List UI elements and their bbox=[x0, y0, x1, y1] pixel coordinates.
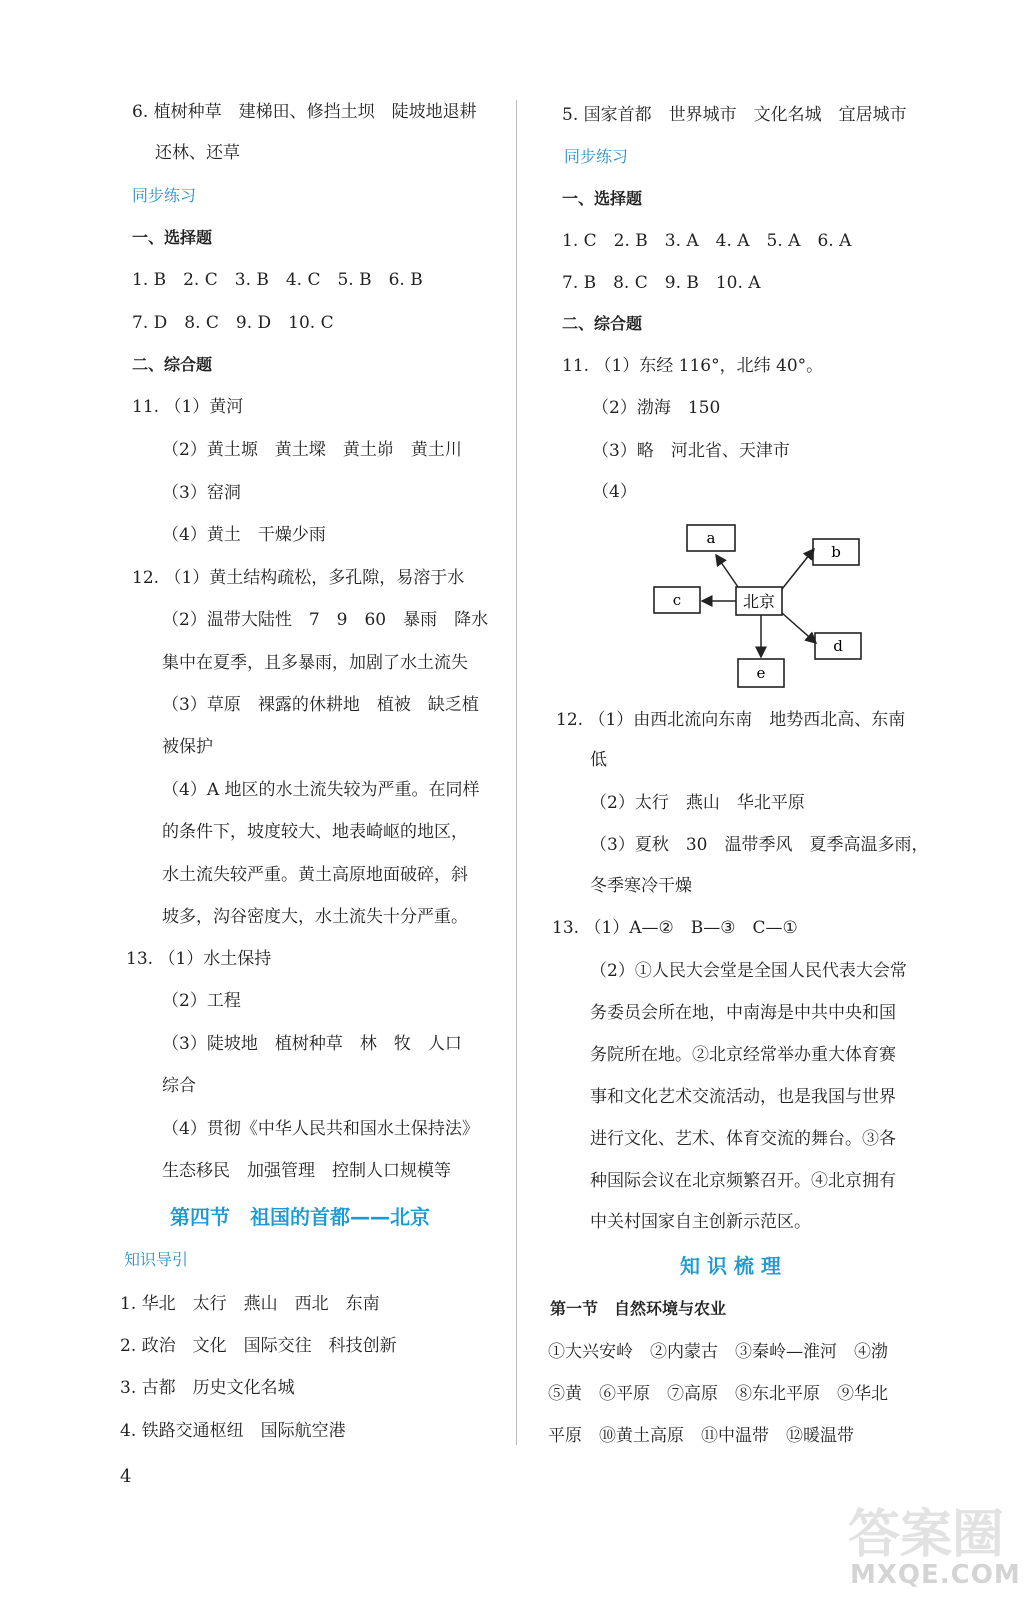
answer-line: 冬季寒冷干燥 bbox=[590, 876, 692, 896]
section-label-practice: 同步练习 bbox=[132, 186, 197, 205]
answer-line: 4. 铁路交通枢纽 国际航空港 bbox=[120, 1421, 346, 1441]
answer-line: （2）工程 bbox=[162, 991, 241, 1011]
answer-line: 集中在夏季，且多暴雨，加剧了水土流失 bbox=[162, 653, 468, 673]
answer-line: （4） bbox=[592, 482, 637, 502]
answer-line: ⑤黄 ⑥平原 ⑦高原 ⑧东北平原 ⑨华北 bbox=[548, 1384, 888, 1404]
answer-line: 务院所在地。②北京经常举办重大体育赛 bbox=[590, 1045, 896, 1065]
section-title: 第四节 祖国的首都——北京 bbox=[170, 1205, 430, 1229]
answer-line: 12. （1）由西北流向东南 地势西北高、东南 bbox=[556, 710, 906, 730]
answer-line: 11. （1）东经 116°，北纬 40°。 bbox=[562, 356, 824, 376]
arrow-to-d bbox=[782, 613, 816, 643]
answer-line: （4）贯彻《中华人民共和国水土保持法》 bbox=[162, 1119, 479, 1139]
node-a-label: a bbox=[706, 529, 716, 547]
answer-line: （3）草原 裸露的休耕地 植被 缺乏植 bbox=[162, 695, 479, 715]
answer-line: 平原 ⑩黄土高原 ⑪中温带 ⑫暖温带 bbox=[548, 1426, 854, 1446]
answer-line: （3）略 河北省、天津市 bbox=[592, 441, 790, 461]
answer-line: 6. 植树种草 建梯田、修挡土坝 陡坡地退耕 bbox=[132, 102, 477, 122]
answer-line: 坡多，沟谷密度大，水土流失十分严重。 bbox=[162, 907, 468, 927]
beijing-relation-diagram bbox=[640, 515, 880, 695]
watermark-logo: 答案圈 bbox=[848, 1505, 1005, 1565]
answer-line: （3）陡坡地 植树种草 林 牧 人口 bbox=[162, 1034, 462, 1054]
answer-line: 低 bbox=[590, 750, 607, 770]
answer-line: （2）①人民大会堂是全国人民代表大会常 bbox=[590, 961, 907, 981]
watermark-text: MXQE.COM bbox=[850, 1560, 1021, 1590]
node-c-label: c bbox=[672, 591, 682, 609]
node-b-label: b bbox=[831, 543, 841, 561]
answer-line: （2）渤海 150 bbox=[592, 398, 721, 418]
node-d-label: d bbox=[833, 637, 843, 655]
answer-line: 中关村国家自主创新示范区。 bbox=[590, 1212, 811, 1232]
heading-comprehensive: 二、综合题 bbox=[562, 314, 643, 333]
answer-line: 11. （1）黄河 bbox=[132, 397, 244, 417]
heading-comprehensive: 二、综合题 bbox=[132, 355, 213, 374]
answer-line: 生态移民 加强管理 控制人口规模等 bbox=[162, 1161, 451, 1181]
answer-line: （2）黄土塬 黄土墚 黄土峁 黄土川 bbox=[162, 440, 462, 460]
answer-line: （3）窑洞 bbox=[162, 483, 241, 503]
answer-line: 3. 古都 历史文化名城 bbox=[120, 1378, 295, 1398]
answer-line: 1. 华北 太行 燕山 西北 东南 bbox=[120, 1294, 380, 1314]
answer-line: 1. C 2. B 3. A 4. A 5. A 6. A bbox=[562, 231, 852, 251]
answer-line: 的条件下，坡度较大、地表崎岖的地区， bbox=[162, 822, 468, 842]
arrow-to-b bbox=[782, 549, 814, 589]
answer-line: 被保护 bbox=[162, 737, 213, 757]
answer-line: 综合 bbox=[162, 1076, 196, 1096]
page-number: 4 bbox=[120, 1466, 132, 1487]
answer-line: 水土流失较严重。黄土高原地面破碎，斜 bbox=[162, 865, 468, 885]
heading-choice: 一、选择题 bbox=[132, 228, 213, 247]
heading-choice: 一、选择题 bbox=[562, 189, 643, 208]
node-e-label: e bbox=[756, 664, 766, 682]
section-title: 知 识 梳 理 bbox=[680, 1254, 781, 1278]
answer-line: 还林、还草 bbox=[155, 143, 240, 163]
node-center-label: 北京 bbox=[742, 592, 776, 611]
answer-line: （2）温带大陆性 7 9 60 暴雨 降水 bbox=[162, 610, 489, 630]
answer-line: （4）黄土 干燥少雨 bbox=[162, 525, 326, 545]
answer-line: 种国际会议在北京频繁召开。④北京拥有 bbox=[590, 1171, 896, 1191]
answer-line: 1. B 2. C 3. B 4. C 5. B 6. B bbox=[132, 270, 423, 290]
answer-line: （2）太行 燕山 华北平原 bbox=[590, 793, 805, 813]
answer-line: 13. （1）A—② B—③ C—① bbox=[552, 918, 798, 938]
section-label-guide: 知识导引 bbox=[124, 1250, 189, 1269]
answer-line: 13. （1）水土保持 bbox=[126, 949, 272, 969]
arrow-to-a bbox=[716, 555, 738, 587]
answer-line: 事和文化艺术交流活动，也是我国与世界 bbox=[590, 1087, 896, 1107]
answer-line: 7. B 8. C 9. B 10. A bbox=[562, 273, 761, 293]
answer-line: 7. D 8. C 9. D 10. C bbox=[132, 313, 334, 333]
answer-line: 务委员会所在地，中南海是中共中央和国 bbox=[590, 1003, 896, 1023]
answer-line: 2. 政治 文化 国际交往 科技创新 bbox=[120, 1336, 397, 1356]
column-divider bbox=[516, 100, 517, 1445]
answer-line: 12. （1）黄土结构疏松，多孔隙，易溶于水 bbox=[132, 568, 465, 588]
subsection-title: 第一节 自然环境与农业 bbox=[550, 1299, 727, 1318]
answer-line: （4）A 地区的水土流失较为严重。在同样 bbox=[162, 780, 480, 800]
answer-line: 5. 国家首都 世界城市 文化名城 宜居城市 bbox=[562, 105, 907, 125]
answer-line: 进行文化、艺术、体育交流的舞台。③各 bbox=[590, 1129, 896, 1149]
answer-line: （3）夏秋 30 温带季风 夏季高温多雨， bbox=[590, 835, 929, 855]
answer-line: ①大兴安岭 ②内蒙古 ③秦岭—淮河 ④渤 bbox=[548, 1342, 888, 1362]
section-label-practice: 同步练习 bbox=[564, 147, 629, 166]
